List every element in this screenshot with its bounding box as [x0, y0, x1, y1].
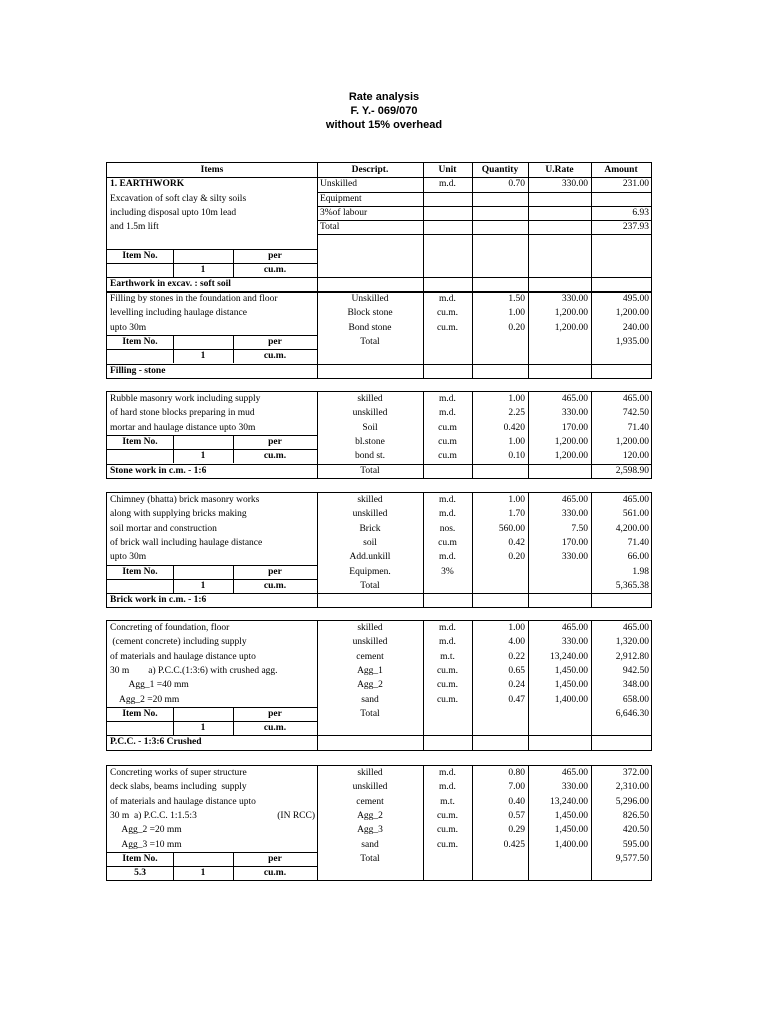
- urate-cell: 1,200.00: [554, 436, 588, 447]
- quantity-cell: 0.40: [508, 796, 525, 807]
- item-footer-name: Brick work in c.m. - 1:6: [110, 595, 207, 606]
- item-description-line: soil mortar and construction: [110, 523, 217, 534]
- rate-block-5: [106, 620, 652, 751]
- urate-cell: 465.00: [561, 495, 588, 505]
- descript-cell: unskilled: [352, 509, 388, 520]
- amount-cell: 1,200.00: [615, 436, 649, 447]
- amount-cell: 5,365.38: [615, 580, 649, 591]
- descript-cell: soil: [363, 537, 377, 548]
- unit-cell: m.d.: [439, 495, 456, 505]
- descript-cell: unskilled: [352, 408, 388, 419]
- quantity-cell: 0.24: [508, 680, 525, 691]
- per-quantity: 1: [200, 351, 206, 362]
- urate-cell: 1,450.00: [554, 810, 588, 821]
- item-description-line: upto 30m: [110, 552, 147, 563]
- section-heading: 1. EARTHWORK: [110, 179, 185, 190]
- overhead-note: without 15% overhead: [325, 119, 443, 131]
- unit-cell: m.d.: [439, 782, 456, 793]
- descript-cell: unskilled: [352, 637, 388, 648]
- descript-cell: skilled: [357, 394, 383, 404]
- amount-cell: 561.00: [622, 509, 649, 520]
- item-description-line: Concreting of foundation, floor: [110, 623, 230, 633]
- amount-cell: 66.00: [627, 552, 649, 563]
- descript-cell: unskilled: [352, 782, 388, 793]
- descript-cell: Add.unkill: [349, 552, 391, 563]
- unit-cell: cu.m.: [436, 825, 459, 836]
- amount-cell: 71.40: [627, 537, 649, 548]
- per-quantity: 1: [200, 868, 206, 879]
- item-description-line: of materials and haulage distance upto: [110, 651, 256, 662]
- quantity-cell: 7.00: [508, 782, 525, 793]
- unit-cell: m.d.: [439, 394, 456, 404]
- amount-cell: 465.00: [622, 394, 649, 404]
- descript-cell: skilled: [357, 623, 383, 633]
- item-description-line: of materials and haulage distance upto: [110, 796, 256, 807]
- item-description-line: mortar and haulage distance upto 30m: [110, 422, 256, 433]
- amount-cell: 5,296.00: [615, 796, 649, 807]
- descript-cell: Equipmen.: [349, 566, 391, 577]
- unit-cell: cu.m.: [436, 839, 459, 850]
- quantity-cell: 1.00: [508, 394, 525, 404]
- item-description-line: Agg_2 =20 mm: [110, 694, 180, 705]
- amount-cell: 6,646.30: [615, 708, 649, 719]
- unit-cell: m.d.: [439, 408, 456, 419]
- header-unit: Unit: [438, 165, 457, 175]
- unit-cell: m.d.: [439, 509, 456, 520]
- amount-cell: 742.50: [622, 408, 649, 419]
- unit-cell: cu.m.: [436, 810, 459, 821]
- amount-cell: 348.00: [622, 680, 649, 691]
- descript-cell: Agg_2: [357, 810, 383, 821]
- urate-cell: 330.00: [561, 509, 588, 520]
- descript-cell: Total: [360, 465, 380, 476]
- descript-cell: Total: [360, 336, 380, 347]
- quantity-cell: 0.20: [508, 322, 525, 333]
- amount-cell: 6.93: [632, 207, 649, 218]
- quantity-cell: 0.42: [508, 537, 525, 548]
- descript-cell: sand: [361, 694, 379, 705]
- item-description-line: upto 30m: [110, 322, 147, 333]
- item-description-line: levelling including haulage distance: [110, 308, 247, 319]
- unit-cell: cu.m.: [436, 322, 459, 333]
- urate-cell: 1,450.00: [554, 680, 588, 691]
- header-amount: Amount: [604, 165, 638, 175]
- unit-cell: m.d.: [439, 768, 456, 778]
- item-no-label: Item No.: [122, 566, 158, 577]
- quantity-cell: 1.70: [508, 509, 525, 520]
- item-description-line: of hard stone blocks preparing in mud: [110, 408, 255, 419]
- unit-cell: m.d.: [439, 179, 456, 190]
- unit-cell: nos.: [439, 523, 456, 534]
- descript-cell: Total: [360, 708, 380, 719]
- item-description-line: Concreting works of super structure: [110, 768, 247, 778]
- item-footer-name: Stone work in c.m. - 1:6: [110, 465, 207, 476]
- per-unit: cu.m.: [263, 723, 287, 734]
- descript-cell: Equipment: [320, 193, 362, 204]
- descript-cell: sand: [361, 839, 379, 850]
- header-items: Items: [200, 165, 224, 175]
- descript-cell: bond st.: [354, 451, 386, 462]
- quantity-cell: 0.29: [508, 825, 525, 836]
- quantity-cell: 0.22: [508, 651, 525, 662]
- amount-cell: 465.00: [622, 495, 649, 505]
- page-title: Rate analysis: [348, 91, 420, 103]
- descript-cell: Brick: [359, 523, 381, 534]
- rate-block-1: [106, 162, 652, 293]
- item-description-line: (cement concrete) including supply: [110, 637, 247, 648]
- urate-cell: 1,200.00: [554, 322, 588, 333]
- unit-cell: m.d.: [439, 637, 456, 648]
- descript-cell: Unskilled: [320, 179, 357, 190]
- descript-cell: skilled: [357, 768, 383, 778]
- urate-cell: 1,450.00: [554, 665, 588, 676]
- rate-block-2: [106, 291, 652, 379]
- descript-cell: Total: [320, 222, 340, 233]
- per-label: per: [268, 708, 282, 719]
- item-no-label: Item No.: [122, 853, 158, 864]
- amount-cell: 240.00: [622, 322, 649, 333]
- quantity-cell: 0.47: [508, 694, 525, 705]
- item-no-label: Item No.: [122, 436, 158, 447]
- urate-cell: 170.00: [561, 537, 588, 548]
- per-unit: cu.m.: [263, 580, 287, 591]
- descript-cell: Agg_1: [357, 665, 383, 676]
- per-label: per: [268, 853, 282, 864]
- amount-cell: 231.00: [622, 179, 649, 190]
- item-description-line: Rubble masonry work including supply: [110, 394, 261, 404]
- per-unit: cu.m.: [263, 451, 287, 462]
- item-description-line: 30 m a) P.C.C.(1:3:6) with crushed agg.: [110, 665, 278, 676]
- amount-cell: 1,320.00: [615, 637, 649, 648]
- descript-cell: Unskilled: [351, 294, 389, 304]
- quantity-cell: 560.00: [498, 523, 525, 534]
- unit-cell: cu.m.: [436, 665, 459, 676]
- quantity-cell: 0.65: [508, 665, 525, 676]
- amount-cell: 595.00: [622, 839, 649, 850]
- descript-cell: Soil: [362, 422, 378, 433]
- amount-cell: 2,310.00: [615, 782, 649, 793]
- per-quantity: 1: [200, 723, 206, 734]
- urate-cell: 13,240.00: [550, 796, 588, 807]
- per-quantity: 1: [200, 580, 206, 591]
- header-urate: U.Rate: [545, 165, 574, 175]
- item-no-label: Item No.: [122, 336, 158, 347]
- unit-cell: cu.m: [438, 537, 457, 548]
- item-description-line: of brick wall including haulage distance: [110, 537, 263, 548]
- urate-cell: 330.00: [561, 179, 588, 190]
- descript-cell: Total: [360, 580, 380, 591]
- urate-cell: 170.00: [561, 422, 588, 433]
- per-unit: cu.m.: [263, 265, 287, 276]
- item-no-label: Item No.: [122, 250, 158, 261]
- per-label: per: [268, 436, 282, 447]
- quantity-cell: 0.70: [508, 179, 525, 190]
- amount-cell: 1,935.00: [615, 336, 649, 347]
- in-rcc-note: (IN RCC): [277, 810, 315, 821]
- amount-cell: 658.00: [622, 694, 649, 705]
- amount-cell: 71.40: [627, 422, 649, 433]
- descript-cell: Total: [360, 853, 380, 864]
- header-quantity: Quantity: [481, 165, 519, 175]
- descript-cell: bl.stone: [355, 436, 385, 447]
- unit-cell: cu.m: [438, 422, 457, 433]
- descript-cell: Bond stone: [348, 322, 392, 333]
- urate-cell: 330.00: [561, 637, 588, 648]
- amount-cell: 465.00: [622, 623, 649, 633]
- unit-cell: cu.m: [438, 436, 457, 447]
- item-footer-name: P.C.C. - 1:3:6 Crushed: [110, 737, 202, 748]
- urate-cell: 330.00: [561, 294, 588, 304]
- unit-cell: cu.m.: [436, 308, 459, 319]
- per-unit: cu.m.: [263, 351, 287, 362]
- amount-cell: 420.50: [622, 825, 649, 836]
- descript-cell: Agg_3: [357, 825, 383, 836]
- amount-cell: 372.00: [622, 768, 649, 778]
- item-no-label: Item No.: [122, 708, 158, 719]
- descript-cell: Block stone: [347, 308, 393, 319]
- fiscal-year: F. Y.- 069/070: [350, 105, 418, 117]
- unit-cell: m.t.: [440, 651, 455, 662]
- quantity-cell: 0.80: [508, 768, 525, 778]
- item-description-line: Filling by stones in the foundation and floor: [110, 294, 278, 304]
- item-description-line: Agg_2 =20 mm: [110, 825, 182, 836]
- amount-cell: 120.00: [622, 451, 649, 462]
- quantity-cell: 1.00: [508, 436, 525, 447]
- amount-cell: 495.00: [622, 294, 649, 304]
- unit-cell: 3%: [441, 566, 454, 577]
- amount-cell: 1.98: [632, 566, 649, 577]
- urate-cell: 7.50: [571, 523, 588, 534]
- urate-cell: 1,400.00: [554, 839, 588, 850]
- amount-cell: 942.50: [622, 665, 649, 676]
- item-number: 5.3: [134, 868, 146, 879]
- amount-cell: 1,200.00: [615, 308, 649, 319]
- quantity-cell: 0.425: [503, 839, 525, 850]
- amount-cell: 2,598.90: [615, 465, 649, 476]
- item-description-line: 30 m a) P.C.C. 1:1.5:3: [110, 810, 197, 821]
- quantity-cell: 0.10: [508, 451, 525, 462]
- unit-cell: cu.m.: [436, 694, 459, 705]
- per-label: per: [268, 336, 282, 347]
- urate-cell: 1,200.00: [554, 308, 588, 319]
- quantity-cell: 1.00: [508, 495, 525, 505]
- urate-cell: 465.00: [561, 768, 588, 778]
- item-description-line: including disposal upto 10m lead: [110, 207, 237, 218]
- descript-cell: Agg_2: [357, 680, 383, 691]
- item-description-line: Agg_3 =10 mm: [110, 839, 182, 850]
- quantity-cell: 1.00: [508, 308, 525, 319]
- item-footer-name: Filling - stone: [110, 365, 166, 376]
- amount-cell: 9,577.50: [615, 853, 649, 864]
- quantity-cell: 0.57: [508, 810, 525, 821]
- header-descript: Descript.: [351, 165, 389, 175]
- urate-cell: 1,200.00: [554, 451, 588, 462]
- urate-cell: 330.00: [561, 552, 588, 563]
- amount-cell: 826.50: [622, 810, 649, 821]
- descript-cell: 3%of labour: [320, 207, 368, 218]
- per-quantity: 1: [200, 451, 206, 462]
- quantity-cell: 4.00: [508, 637, 525, 648]
- quantity-cell: 0.420: [503, 422, 525, 433]
- urate-cell: 330.00: [561, 408, 588, 419]
- unit-cell: m.d.: [439, 552, 456, 563]
- descript-cell: cement: [356, 651, 384, 662]
- descript-cell: cement: [356, 796, 384, 807]
- item-description-line: Chimney (bhatta) brick masonry works: [110, 495, 260, 505]
- unit-cell: m.t.: [440, 796, 455, 807]
- quantity-cell: 0.20: [508, 552, 525, 563]
- urate-cell: 465.00: [561, 623, 588, 633]
- quantity-cell: 1.50: [508, 294, 525, 304]
- unit-cell: m.d.: [439, 294, 456, 304]
- per-unit: cu.m.: [263, 868, 287, 879]
- item-description-line: Agg_1 =40 mm: [110, 680, 189, 691]
- rate-block-6: [106, 765, 652, 881]
- urate-cell: 13,240.00: [550, 651, 588, 662]
- per-label: per: [268, 566, 282, 577]
- amount-cell: 4,200.00: [615, 523, 649, 534]
- item-footer-name: Earthwork in excav. : soft soil: [110, 279, 231, 290]
- quantity-cell: 1.00: [508, 623, 525, 633]
- rate-block-3: [106, 391, 652, 479]
- item-description-line: and 1.5m lift: [110, 222, 159, 233]
- item-description-line: Excavation of soft clay & silty soils: [110, 193, 247, 204]
- unit-cell: cu.m.: [436, 680, 459, 691]
- item-description-line: deck slabs, beams including supply: [110, 782, 247, 793]
- amount-cell: 237.93: [622, 222, 649, 233]
- item-description-line: along with supplying bricks making: [110, 509, 247, 520]
- per-label: per: [268, 250, 282, 261]
- unit-cell: m.d.: [439, 623, 456, 633]
- unit-cell: cu.m: [438, 451, 457, 462]
- per-quantity: 1: [200, 265, 206, 276]
- descript-cell: skilled: [357, 495, 383, 505]
- urate-cell: 1,400.00: [554, 694, 588, 705]
- rate-block-4: [106, 492, 652, 608]
- urate-cell: 465.00: [561, 394, 588, 404]
- urate-cell: 1,450.00: [554, 825, 588, 836]
- amount-cell: 2,912.80: [615, 651, 649, 662]
- quantity-cell: 2.25: [508, 408, 525, 419]
- urate-cell: 330.00: [561, 782, 588, 793]
